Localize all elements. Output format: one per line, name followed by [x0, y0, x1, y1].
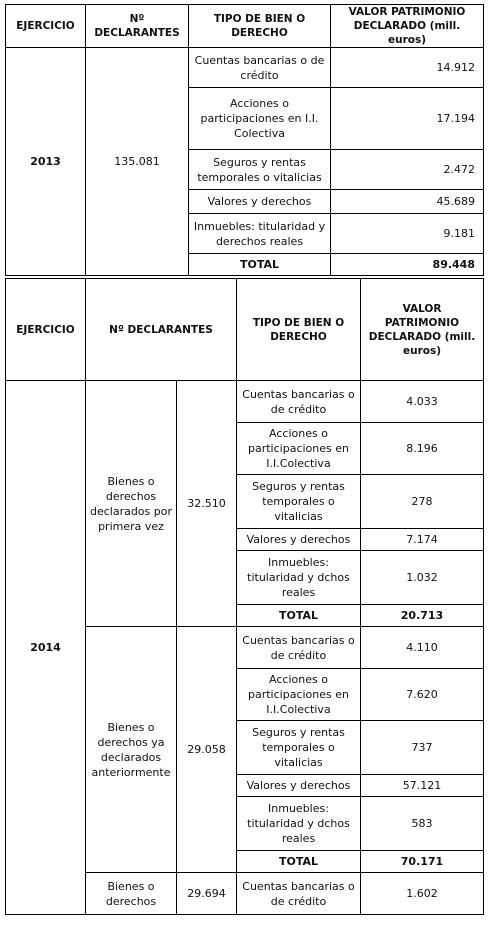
valor-cell: 45.689	[331, 190, 484, 214]
header-valor: VALOR PATRIMONIO DECLARADO (mill. euros)	[331, 5, 484, 48]
header-ejercicio: EJERCICIO	[6, 279, 86, 381]
tipo-cell: Inmuebles: titularidad y dchos reales	[237, 551, 361, 605]
tipo-cell: Acciones o participaciones en I.I.Colectiva	[237, 669, 361, 721]
total-label: TOTAL	[237, 851, 361, 873]
tipo-cell: Cuentas bancarias o de crédito	[237, 873, 361, 915]
total-value: 70.171	[361, 851, 484, 873]
table-row	[6, 48, 484, 88]
group-label: Bienes o derechos declarados por primera vez	[86, 381, 177, 627]
header-tipo: TIPO DE BIEN O DERECHO	[189, 5, 331, 48]
group-declarantes: 29.694	[177, 873, 237, 915]
valor-cell: 57.121	[361, 775, 484, 797]
valor-cell: 737	[361, 721, 484, 775]
tipo-cell: Seguros y rentas temporales o vitalicias	[237, 475, 361, 529]
valor-cell: 4.110	[361, 627, 484, 669]
valor-cell: 17.194	[331, 88, 484, 150]
year-2013: 2013	[6, 48, 86, 276]
tipo-cell: Seguros y rentas temporales o vitalicias	[237, 721, 361, 775]
tipo-cell: Cuentas bancarias o de crédito	[237, 627, 361, 669]
valor-cell: 278	[361, 475, 484, 529]
tipo-cell: Cuentas bancarias o de crédito	[237, 381, 361, 423]
valor-cell: 9.181	[331, 214, 484, 254]
valor-cell: 2.472	[331, 150, 484, 190]
table-2014	[5, 278, 484, 915]
valor-cell: 7.174	[361, 529, 484, 551]
total-label: TOTAL	[189, 254, 331, 276]
valor-cell: 7.620	[361, 669, 484, 721]
header-declarantes: Nº DECLARANTES	[86, 279, 237, 381]
valor-cell: 1.032	[361, 551, 484, 605]
tipo-cell: Seguros y rentas temporales o vitalicias	[189, 150, 331, 190]
tipo-cell: Valores y derechos	[237, 529, 361, 551]
header-row-2014	[6, 279, 484, 381]
year-2014: 2014	[6, 381, 86, 915]
header-valor: VALOR PATRIMONIO DECLARADO (mill. euros)	[361, 279, 484, 381]
tipo-cell: Acciones o participaciones en I.I.Colectiva	[237, 423, 361, 475]
declarantes-2013: 135.081	[86, 48, 189, 276]
group-declarantes: 29.058	[177, 627, 237, 873]
table-row	[6, 381, 484, 423]
header-ejercicio: EJERCICIO	[6, 5, 86, 48]
valor-cell: 14.912	[331, 48, 484, 88]
tipo-cell: Inmuebles: titularidad y dchos reales	[237, 797, 361, 851]
valor-cell: 8.196	[361, 423, 484, 475]
total-label: TOTAL	[237, 605, 361, 627]
table-2013	[5, 4, 484, 276]
valor-cell: 583	[361, 797, 484, 851]
header-tipo: TIPO DE BIEN O DERECHO	[237, 279, 361, 381]
tipo-cell: Cuentas bancarias o de crédito	[189, 48, 331, 88]
group-label: Bienes o derechos ya declarados anteriormente	[86, 627, 177, 873]
group-declarantes: 32.510	[177, 381, 237, 627]
header-row-2013	[6, 5, 484, 48]
total-value: 20.713	[361, 605, 484, 627]
group-label: Bienes o derechos	[86, 873, 177, 915]
header-declarantes: Nº DECLARANTES	[86, 5, 189, 48]
valor-cell: 4.033	[361, 381, 484, 423]
tipo-cell: Valores y derechos	[189, 190, 331, 214]
total-value: 89.448	[331, 254, 484, 276]
tipo-cell: Valores y derechos	[237, 775, 361, 797]
tipo-cell: Acciones o participaciones en I.I. Colectiva	[189, 88, 331, 150]
valor-cell: 1.602	[361, 873, 484, 915]
tipo-cell: Inmuebles: titularidad y derechos reales	[189, 214, 331, 254]
